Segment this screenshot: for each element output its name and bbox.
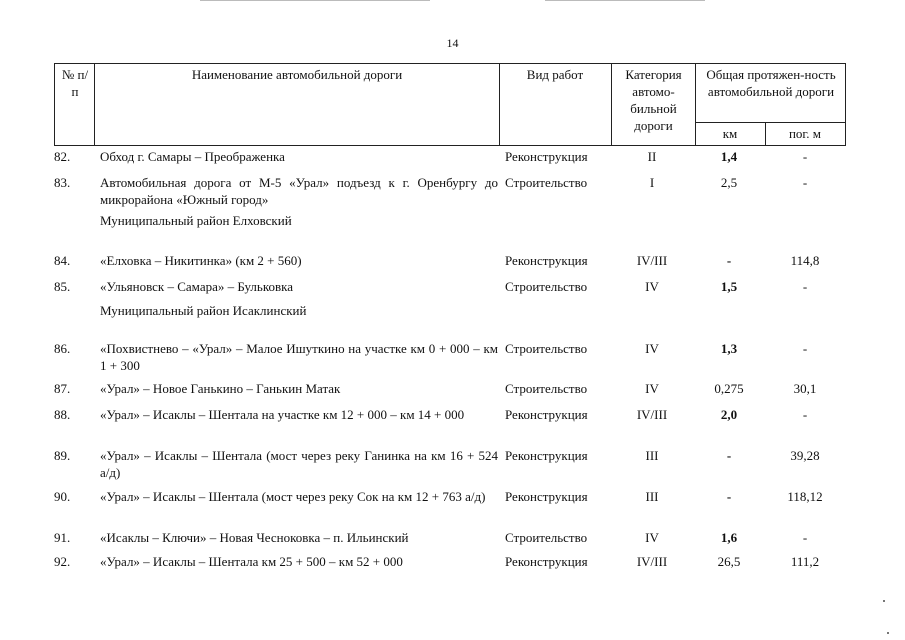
length-km: 1,6	[720, 530, 738, 545]
length-km: 0,275	[714, 381, 744, 396]
work-type: Реконструкция	[505, 448, 588, 463]
work-type: Строительство	[505, 341, 588, 356]
row-number: 91.	[54, 530, 71, 545]
row-number: 85.	[54, 279, 71, 294]
road-name: Обход г. Самары – Преображенка	[100, 149, 285, 164]
row-number: 84.	[54, 253, 71, 268]
road-category: IV/III	[636, 253, 668, 268]
length-km: 2,0	[720, 407, 738, 422]
row-number: 89.	[54, 448, 71, 463]
road-name: «Ульяновск – Самара» – Бульковка	[100, 279, 294, 294]
row-number: 86.	[54, 341, 71, 356]
road-name: «Елховка – Никитинка» (км 2 + 560)	[100, 253, 302, 268]
col-border	[54, 63, 55, 146]
road-name: Автомобильная дорога от М-5 «Урал» подъезд к г. Оренбургу до микрорайона «Южный город»	[100, 175, 498, 207]
length-pog: 30,1	[793, 381, 817, 396]
road-category: IV	[645, 381, 659, 396]
length-km: 2,5	[720, 175, 738, 190]
road-category: IV	[645, 279, 659, 294]
road-name: «Урал» – Исаклы – Шентала на участке км 12 + 000 – км 14 + 000	[100, 407, 465, 422]
length-pog: -	[802, 530, 808, 545]
road-category: IV/III	[636, 554, 668, 569]
length-pog: 111,2	[790, 554, 820, 569]
road-category: IV	[645, 530, 659, 545]
work-type: Строительство	[505, 175, 588, 190]
road-category: III	[645, 448, 659, 463]
length-pog: -	[802, 175, 808, 190]
scan-top-line	[545, 0, 705, 1]
road-name: «Урал» – Исаклы – Шентала (мост через реку Ганинка на км 16 + 524 а/д)	[100, 448, 498, 480]
length-pog: -	[802, 279, 808, 294]
header-work: Вид работ	[526, 67, 584, 82]
scan-top-line	[200, 0, 430, 1]
header-name: Наименование автомобильной дороги	[191, 67, 403, 82]
col-border	[94, 63, 95, 146]
row-number: 82.	[54, 149, 71, 164]
length-pog: -	[802, 341, 808, 356]
road-name: «Урал» – Исаклы – Шентала км 25 + 500 – км 52 + 000	[100, 554, 403, 569]
subheader-border	[695, 122, 846, 123]
road-category: IV/III	[636, 407, 668, 422]
work-type: Реконструкция	[505, 149, 588, 164]
header-top-border	[54, 63, 846, 64]
scan-speck	[883, 600, 885, 602]
row-number: 88.	[54, 407, 71, 422]
work-type: Строительство	[505, 530, 588, 545]
work-type: Реконструкция	[505, 253, 588, 268]
length-km: -	[726, 489, 732, 504]
row-number: 87.	[54, 381, 71, 396]
length-km: 1,4	[720, 149, 738, 164]
road-name: «Урал» – Новое Ганькино – Ганькин Матак	[100, 381, 341, 396]
row-number: 90.	[54, 489, 71, 504]
col-border	[611, 63, 612, 146]
road-name: «Урал» – Исаклы – Шентала (мост через реку Сок на км 12 + 763 а/д)	[100, 489, 486, 504]
road-category: I	[649, 175, 655, 190]
work-type: Реконструкция	[505, 489, 588, 504]
length-km: -	[726, 448, 732, 463]
page-number: 14	[446, 36, 459, 50]
road-name: «Исаклы – Ключи» – Новая Чесноковка – п. Ильинский	[100, 530, 409, 545]
length-pog: 118,12	[787, 489, 823, 504]
header-bottom-border	[54, 145, 846, 146]
road-name: «Похвистнево – «Урал» – Малое Ишуткино на участке км 0 + 000 – км 1 + 300	[100, 341, 498, 373]
col-border	[499, 63, 500, 146]
header-category: Категория автомо-бильной дороги	[625, 67, 682, 133]
scan-speck	[887, 632, 889, 634]
header-num: № п/п	[61, 67, 89, 99]
col-border	[845, 63, 846, 146]
length-pog: -	[802, 149, 808, 164]
section-heading: Муниципальный район Елховский	[100, 213, 292, 228]
work-type: Строительство	[505, 381, 588, 396]
length-km: 1,3	[720, 341, 738, 356]
section-heading: Муниципальный район Исаклинский	[100, 303, 307, 318]
road-category: II	[647, 149, 657, 164]
length-km: -	[726, 253, 732, 268]
length-km: 26,5	[717, 554, 741, 569]
header-total-length: Общая протяжен-ность автомобильной дороги	[706, 67, 836, 99]
road-category: IV	[645, 341, 659, 356]
row-number: 83.	[54, 175, 71, 190]
header-pog: пог. м	[788, 126, 822, 141]
work-type: Реконструкция	[505, 407, 588, 422]
length-pog: 39,28	[790, 448, 820, 463]
work-type: Реконструкция	[505, 554, 588, 569]
length-pog: -	[802, 407, 808, 422]
row-number: 92.	[54, 554, 71, 569]
header-km: км	[722, 126, 738, 141]
work-type: Строительство	[505, 279, 588, 294]
length-km: 1,5	[720, 279, 738, 294]
length-pog: 114,8	[790, 253, 820, 268]
road-category: III	[645, 489, 659, 504]
